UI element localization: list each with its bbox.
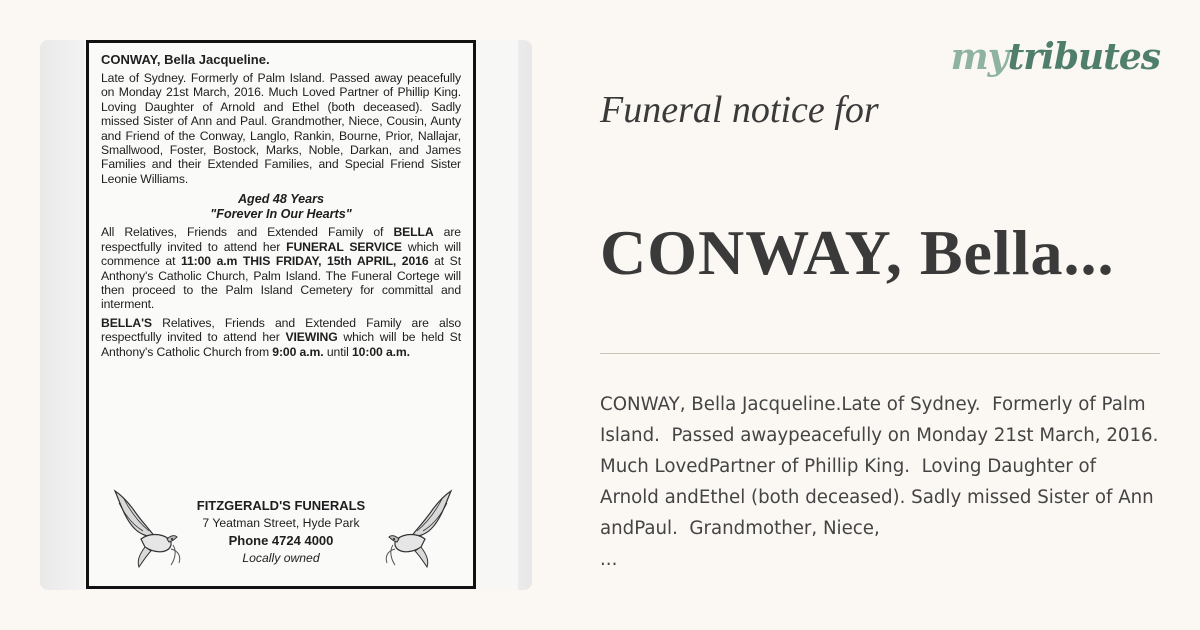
- notice-viewing-paragraph: BELLA'S Relatives, Friends and Extended Family are also respectfully invited to attend her VIEWING which will be held St Anthony's Catholic Church from 9:00 a.m. until 10:00 a.m.: [101, 315, 461, 359]
- funeral-company-phone: Phone 4724 4000: [228, 533, 334, 548]
- divider: [600, 353, 1160, 354]
- notice-box: [86, 40, 476, 589]
- excerpt-text: CONWAY, Bella Jacqueline.Late of Sydney. Formerly of Palm Island. Passed awaypeacefully on Monday 21st March, 2016. Much LovedPartner of Phillip King. Loving Daughter of Arnold andEthel (both deceased). Sadly missed Sister of Ann andPaul. Grandmother, Niece,: [600, 394, 1165, 539]
- notice-excerpt: [600, 389, 1165, 575]
- notice-quote: "Forever In Our Hearts": [210, 206, 352, 221]
- excerpt-ellipsis: ...: [600, 549, 618, 570]
- page-subtitle: Funeral notice for: [600, 89, 879, 131]
- funeral-company-name: FITZGERALD'S FUNERALS: [196, 498, 366, 513]
- funeral-director-footer: [89, 485, 473, 585]
- notice-image: [40, 40, 532, 590]
- notice-age: Aged 48 Years: [237, 192, 325, 207]
- funeral-company-tagline: Locally owned: [242, 550, 320, 565]
- notice-intro-paragraph: Late of Sydney. Formerly of Palm Island. Passed away peacefully on Monday 21st March, 2016. Much Loved Partner of Phillip King. Loving Daughter of Arnold and Ethel (both deceased). Sadly missed Sister of Ann and Paul. Grandmother, Niece, Cousin, Aunty and Friend of the Conway, Langlo, Rankin, Bourne, Prior, Nallajar, Smallwood, Foster, Bostock, Marks, Noble, Darkan, and James Families and their Extended Families, and Special Friend Sister Leonie Williams.: [101, 71, 461, 186]
- notice-funeral-paragraph: All Relatives, Friends and Extended Family of BELLA are respectfully invited to attend her FUNERAL SERVICE which will commence at 11:00 a.m THIS FRIDAY, 15th APRIL, 2016 at St Anthony's Catholic Church, Palm Island. The Funeral Cortege will then proceed to the Palm Island Cemetery for committal and interment.: [101, 225, 462, 312]
- notice-deceased-name: CONWAY, Bella Jacqueline.: [101, 52, 270, 67]
- mytributes-logo[interactable]: mytributes: [950, 36, 1160, 78]
- notice-paper: [84, 40, 518, 590]
- funeral-company-address: 7 Yeatman Street, Hyde Park: [202, 515, 360, 530]
- notice-age-block: [101, 192, 461, 221]
- page-title: CONWAY, Bella...: [600, 217, 1115, 288]
- dove-icon: [381, 485, 455, 569]
